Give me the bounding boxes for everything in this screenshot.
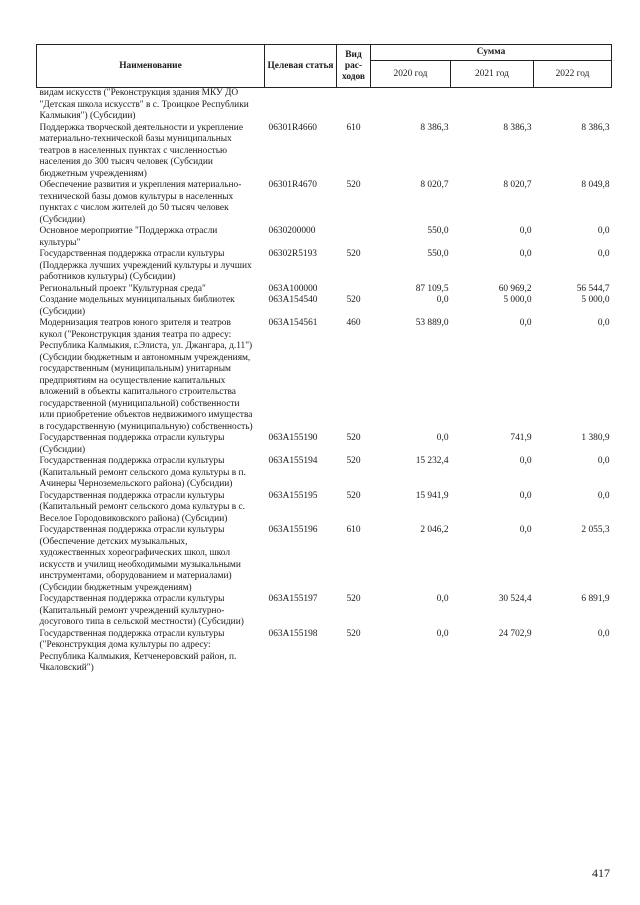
row-sum-2021: 741,9 xyxy=(510,433,532,443)
table-row xyxy=(37,491,612,526)
row-sum-2022: 2 055,3 xyxy=(581,525,610,535)
table-header xyxy=(37,45,612,88)
row-expense-kind: 610 xyxy=(346,525,361,535)
header-year-2022: 2022 год xyxy=(534,61,612,88)
row-name: Государственная поддержка отрасли культуры (Обеспечение детских музыкальных, художественных хореографических школ, школ искусств и училищ необходимыми музыкальными инструментами, оборудованием и материалами) (Субсидии бюджетным учреждениям) xyxy=(39,525,241,593)
table-row xyxy=(37,284,612,296)
table-row xyxy=(37,433,612,456)
row-sum-2022: 56 544,7 xyxy=(576,283,610,294)
row-name: Основное мероприятие "Поддержка отрасли культуры" xyxy=(39,226,218,248)
table-row xyxy=(37,594,612,629)
row-expense-kind: 520 xyxy=(346,433,361,443)
table-row xyxy=(37,249,612,284)
table-row xyxy=(37,88,612,123)
row-expense-kind: 520 xyxy=(346,490,361,501)
row-sum-2021: 0,0 xyxy=(519,490,532,501)
header-target-article: Целевая статья xyxy=(265,45,337,88)
row-target-article: 063A155195 xyxy=(268,490,318,501)
page-number: 417 xyxy=(592,866,610,880)
row-sum-2021: 60 969,2 xyxy=(498,283,532,294)
row-name: Государственная поддержка отрасли культуры (Капитальный ремонт сельского дома культуры в с. Веселое Городовиковского района) (Субсидии) xyxy=(39,490,246,524)
row-name: Модернизация театров юного зрителя и театров кукол ("Реконструкция здания театра по адресу: Республика Калмыкия, г.Элиста, ул. Джангара, д.11") (Субсидии бюджетным и автономным учреждениям, государственным (муниципальным) унитарным предприятиям на осуществление капитальных вложений в объекты капитального строительства государственной (муниципальной) собственности или приобретение объектов недвижимого имущества в государственную (муниципальную) собственность) xyxy=(39,318,253,432)
row-target-article: 063A155198 xyxy=(268,628,318,639)
row-sum-2020: 0,0 xyxy=(436,594,449,604)
row-expense-kind xyxy=(337,284,371,296)
row-sum-2021: 30 524,4 xyxy=(498,594,532,604)
row-sum-2021 xyxy=(451,88,534,123)
row-expense-kind: 520 xyxy=(346,295,361,305)
row-expense-kind xyxy=(337,88,371,123)
row-target-article: 06301R4660 xyxy=(268,122,317,133)
row-sum-2020: 0,0 xyxy=(436,295,449,305)
table-body xyxy=(37,88,612,675)
row-sum-2020 xyxy=(371,88,451,123)
row-target-article: 063A154561 xyxy=(268,318,318,328)
table-row xyxy=(37,295,612,318)
row-target-article: 063A155196 xyxy=(268,525,318,535)
row-target-article: 06301R4670 xyxy=(268,180,317,190)
row-expense-kind: 460 xyxy=(346,318,361,328)
table-row xyxy=(37,525,612,594)
row-name: Государственная поддержка отрасли культуры (Капитальный ремонт сельского дома культуры в п. Ачинеры Черноземельского района) (Субсидии) xyxy=(39,456,246,489)
row-sum-2020: 15 941,9 xyxy=(415,490,449,501)
row-target-article xyxy=(265,88,337,123)
row-sum-2020: 8 386,3 xyxy=(420,122,449,133)
row-expense-kind xyxy=(337,226,371,249)
row-name: Государственная поддержка отрасли культуры (Субсидии) xyxy=(39,433,225,455)
row-sum-2021: 0,0 xyxy=(519,226,532,236)
row-sum-2020: 8 020,7 xyxy=(420,180,449,190)
row-sum-2022: 8 049,8 xyxy=(581,180,610,190)
row-target-article: 06302R5193 xyxy=(268,249,317,259)
header-year-2020: 2020 год xyxy=(371,61,451,88)
row-sum-2022 xyxy=(534,88,612,123)
row-sum-2022: 1 380,9 xyxy=(581,433,610,443)
row-target-article: 063A100000 xyxy=(268,283,318,294)
row-sum-2020: 53 889,0 xyxy=(415,318,449,328)
table-row xyxy=(37,123,612,181)
row-expense-kind: 520 xyxy=(346,628,361,639)
row-name: Государственная поддержка отрасли культуры (Капитальный ремонт учреждений культурно-досугового типа в сельской местности) (Субсидии) xyxy=(39,594,244,627)
row-sum-2021: 24 702,9 xyxy=(498,628,532,639)
row-sum-2022: 0,0 xyxy=(597,628,610,639)
row-name: Государственная поддержка отрасли культуры ("Реконструкция дома культуры по адресу: Республика Калмыкия, Кетченеровский район, п. Чкаловский") xyxy=(39,628,237,673)
row-target-article: 063A154540 xyxy=(268,295,318,305)
table-row xyxy=(37,629,612,675)
row-expense-kind: 520 xyxy=(346,456,361,466)
row-sum-2020: 2 046,2 xyxy=(420,525,449,535)
row-sum-2022: 0,0 xyxy=(597,318,610,328)
table-row xyxy=(37,226,612,249)
row-sum-2022: 8 386,3 xyxy=(581,122,610,133)
row-name: Поддержка творческой деятельности и укрепление материально-технической базы муниципальных театров в населенных пунктах с численностью населения до 300 тысяч человек (Субсидии бюджетным учреждениям) xyxy=(39,122,243,179)
row-sum-2020: 550,0 xyxy=(427,249,449,259)
row-target-article: 063A155194 xyxy=(268,456,318,466)
row-target-article: 063A155190 xyxy=(268,433,318,443)
row-sum-2022: 0,0 xyxy=(597,456,610,466)
row-expense-kind: 610 xyxy=(346,122,361,133)
header-sum: Сумма xyxy=(371,45,612,61)
row-sum-2022: 0,0 xyxy=(597,226,610,236)
row-sum-2022: 0,0 xyxy=(597,249,610,259)
row-name: видам искусств ("Реконструкция здания МКУ ДО "Детская школа искусств" в с. Троицкое Республики Калмыкия") (Субсидии) xyxy=(39,88,249,121)
row-sum-2021: 5 000,0 xyxy=(503,295,532,305)
row-sum-2021: 8 020,7 xyxy=(503,180,532,190)
row-sum-2022: 6 891,9 xyxy=(581,594,610,604)
row-sum-2021: 0,0 xyxy=(519,249,532,259)
row-sum-2021: 0,0 xyxy=(519,525,532,535)
row-sum-2020: 87 109,5 xyxy=(415,283,449,294)
header-name: Наименование xyxy=(37,45,265,88)
row-target-article: 0630200000 xyxy=(268,226,316,236)
row-name: Обеспечение развития и укрепления материально-технической базы домов культуры в населенных пунктах с числом жителей до 50 тысяч человек (Субсидии) xyxy=(39,180,242,225)
table-row xyxy=(37,318,612,433)
row-name: Региональный проект "Культурная среда" xyxy=(39,283,206,294)
row-sum-2020: 15 232,4 xyxy=(415,456,449,466)
row-name: Государственная поддержка отрасли культуры (Поддержка лучших учреждений культуры и лучших работников культуры) (Субсидии) xyxy=(39,249,252,282)
row-sum-2022: 5 000,0 xyxy=(581,295,610,305)
row-expense-kind: 520 xyxy=(346,594,361,604)
row-expense-kind: 520 xyxy=(346,249,361,259)
row-sum-2020: 0,0 xyxy=(436,628,449,639)
table-row xyxy=(37,180,612,226)
row-sum-2021: 0,0 xyxy=(519,456,532,466)
row-name: Создание модельных муниципальных библиотек (Субсидии) xyxy=(39,295,235,317)
header-year-2021: 2021 год xyxy=(451,61,534,88)
budget-table xyxy=(36,44,612,675)
table-row xyxy=(37,456,612,491)
row-sum-2021: 0,0 xyxy=(519,318,532,328)
row-sum-2022: 0,0 xyxy=(597,490,610,501)
row-sum-2021: 8 386,3 xyxy=(503,122,532,133)
row-sum-2020: 550,0 xyxy=(427,226,449,236)
row-expense-kind: 520 xyxy=(346,180,361,190)
row-target-article: 063A155197 xyxy=(268,594,318,604)
header-expense-kind: Вид рас-ходов xyxy=(337,45,371,88)
row-sum-2020: 0,0 xyxy=(436,433,449,443)
